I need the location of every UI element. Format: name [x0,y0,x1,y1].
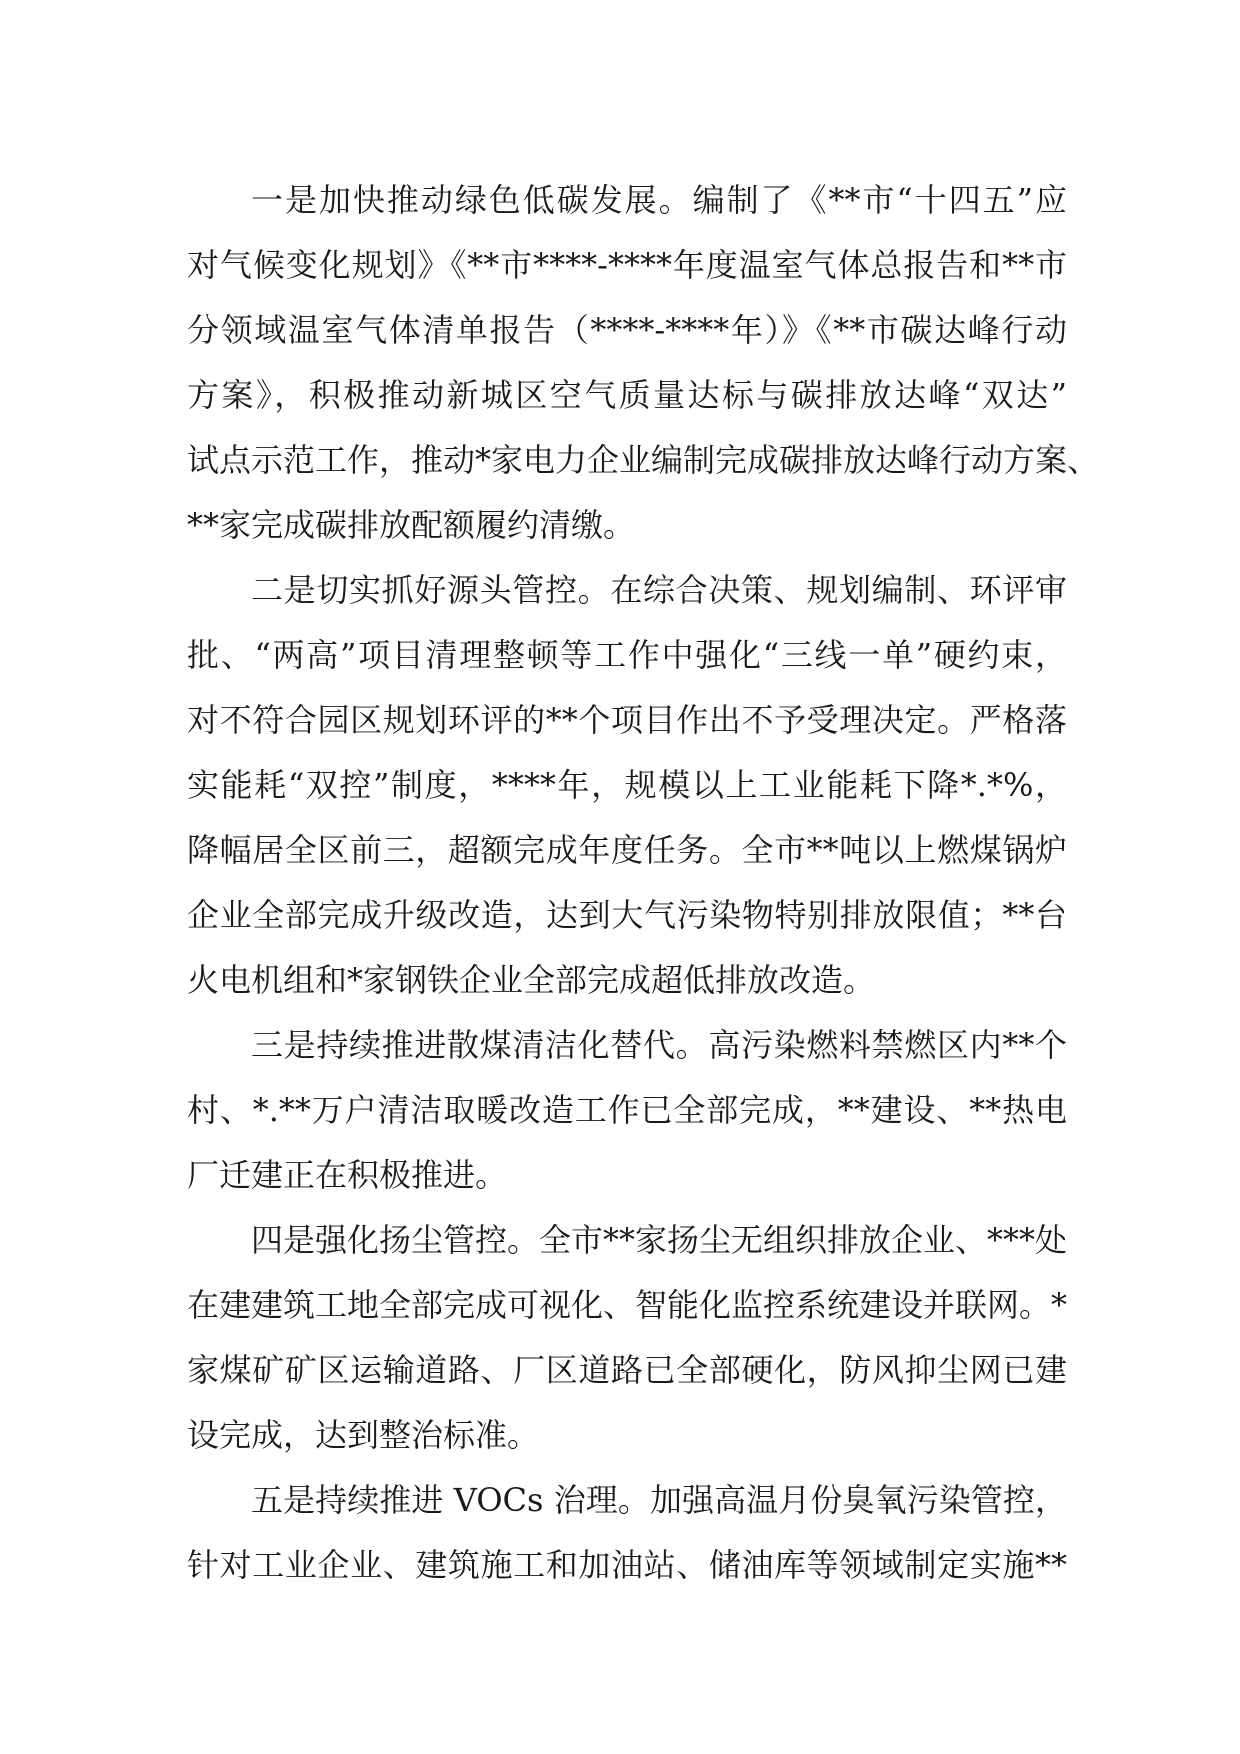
paragraph-line: 三是持续推进散煤清洁化替代。高污染燃料禁燃区内**个 [251,1026,1067,1064]
paragraph-line: 设完成，达到整治标准。 [187,1416,540,1454]
paragraph-line: 试点示范工作，推动*家电力企业编制完成碳排放达峰行动方案、 [187,441,1100,479]
paragraph-line: 一是加快推动绿色低碳发展。编制了《**市“十四五”应 [251,181,1067,219]
paragraph-5 [187,1468,1067,1598]
paragraph-line: 方案》，积极推动新城区空气质量达标与碳排放达峰“双达” [187,376,1067,414]
paragraph-line: 二是切实抓好源头管控。在综合决策、规划编制、环评审 [251,571,1067,609]
paragraph-line: 村、*.**万户清洁取暖改造工作已全部完成，**建设、**热电 [187,1091,1067,1129]
paragraph-4 [187,1208,1067,1468]
paragraph-line: 对气候变化规划》《**市****-****年度温室气体总报告和**市 [187,246,1067,284]
paragraph-1 [187,168,1100,558]
paragraph-line: 厂迁建正在积极推进。 [187,1156,508,1194]
paragraph-line: 对不符合园区规划环评的**个项目作出不予受理决定。严格落 [187,701,1067,739]
paragraph-3 [187,1013,1067,1208]
document-body [187,168,1100,1598]
paragraph-line: 在建建筑工地全部完成可视化、智能化监控系统建设并联网。* [187,1286,1068,1324]
paragraph-line: **家完成碳排放配额履约清缴。 [187,506,636,544]
paragraph-line: 五是持续推进 VOCs 治理。加强高温月份臭氧污染管控， [251,1481,1067,1519]
paragraph-line: 家煤矿矿区运输道路、厂区道路已全部硬化，防风抑尘网已建 [187,1351,1067,1389]
paragraph-line: 企业全部完成升级改造，达到大气污染物特别排放限值；**台 [187,896,1067,934]
paragraph-line: 针对工业企业、建筑施工和加油站、储油库等领域制定实施** [187,1546,1067,1584]
paragraph-line: 批、“两高”项目清理整顿等工作中强化“三线一单”硬约束， [187,636,1067,674]
paragraph-line: 火电机组和*家钢铁企业全部完成超低排放改造。 [187,961,876,999]
paragraph-line: 实能耗“双控”制度，****年，规模以上工业能耗下降*.*%， [187,766,1067,804]
paragraph-line: 四是强化扬尘管控。全市**家扬尘无组织排放企业、***处 [251,1221,1068,1259]
paragraph-2 [187,558,1067,1013]
paragraph-line: 分领域温室气体清单报告（****-****年）》《**市碳达峰行动 [187,311,1067,349]
paragraph-line: 降幅居全区前三，超额完成年度任务。全市**吨以上燃煤锅炉 [187,831,1067,869]
